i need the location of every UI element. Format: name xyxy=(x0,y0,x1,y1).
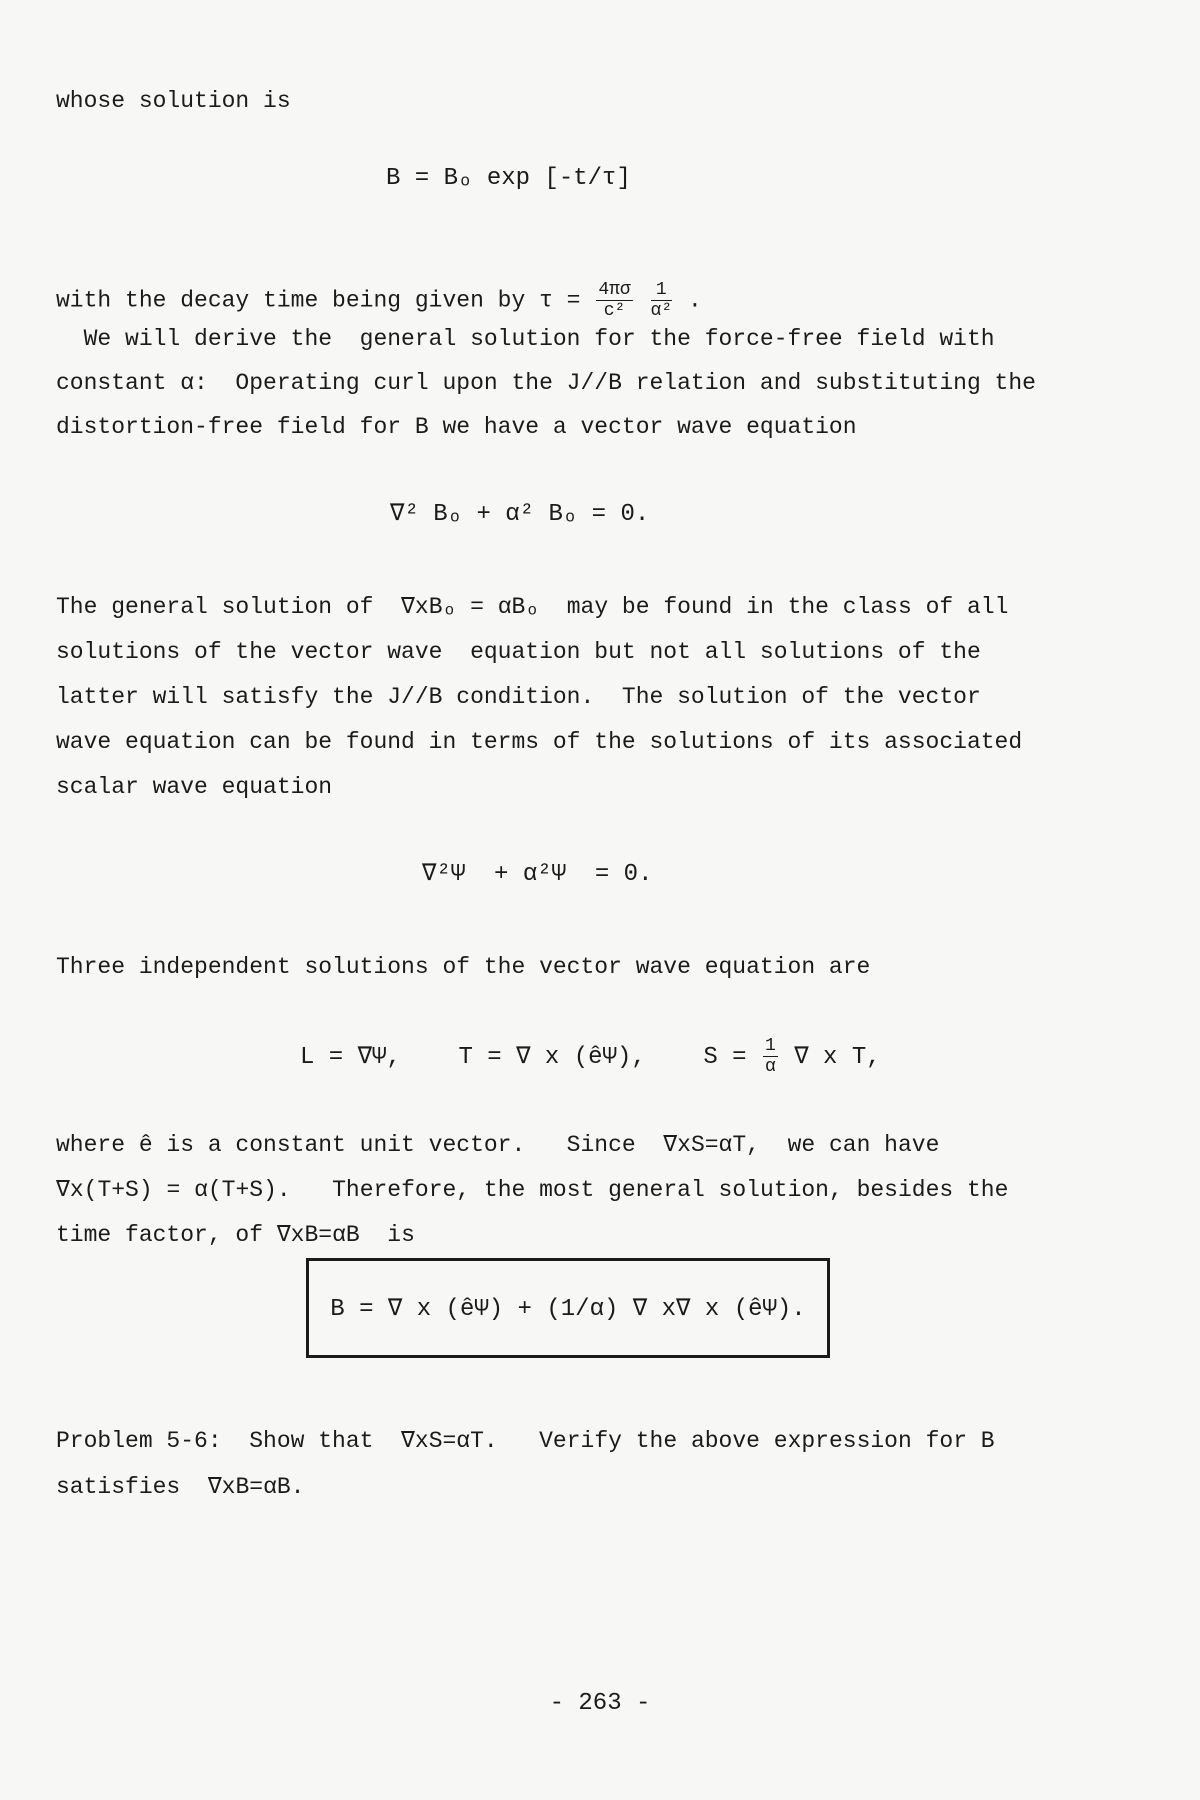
text-line: solutions of the vector wave equation but not all solutions of the xyxy=(56,639,981,665)
text-line: distortion-free field for B we have a vector wave equation xyxy=(56,414,857,440)
text-line: scalar wave equation xyxy=(56,774,333,800)
equation-three-solutions: L = ∇Ψ, T = ∇ x (êΨ), S = $\frac{1}{\alpha}$ ∇ x T, xyxy=(300,1036,881,1077)
text-line: wave equation can be found in terms of the solutions of its associated xyxy=(56,729,1023,755)
problem-text-line: satisfies ∇xB=αB. xyxy=(56,1474,305,1500)
problem-text-line: Problem 5-6: Show that ∇xS=αT. Verify the above expression for B xyxy=(56,1428,995,1454)
text-line: The general solution of ∇xBₒ = αBₒ may be found in the class of all xyxy=(56,594,1009,620)
text-line: whose solution is xyxy=(56,88,291,114)
boxed-equation: B = ∇ x (êΨ) + (1/α) ∇ x∇ x (êΨ). xyxy=(330,1296,806,1323)
equation-vector-wave: ∇² Bₒ + α² Bₒ = 0. xyxy=(390,501,650,528)
fraction-1-alpha: $\frac{1}{\alpha}$ xyxy=(764,1036,776,1077)
text-line: latter will satisfy the J//B condition. The solution of the vector xyxy=(56,684,981,710)
text-line-decay-time: with the decay time being given by τ = $\frac{4\pi\sigma}{\text{c²}}$ $\frac{1}{\text{α²}}$ . xyxy=(56,280,702,321)
text-line: ∇x(T+S) = α(T+S). Therefore, the most general solution, besides the xyxy=(56,1177,1009,1203)
page-number: - 263 - xyxy=(549,1690,651,1717)
text-line: time factor, of ∇xB=αB is xyxy=(56,1222,415,1248)
boxed-general-solution xyxy=(306,1258,830,1358)
equation-scalar-wave: ∇²Ψ + α²Ψ = 0. xyxy=(422,861,653,888)
text-line: constant α: Operating curl upon the J//B relation and substituting the xyxy=(56,370,1036,396)
text-line: where ê is a constant unit vector. Since ∇xS=αT, we can have xyxy=(56,1132,940,1158)
fraction-4pisigma-c2: $\frac{4\pi\sigma}{\text{c²}}$ xyxy=(598,280,631,321)
text-line: Three independent solutions of the vector wave equation are xyxy=(56,954,871,980)
equation-decay: B = Bₒ exp [-t/τ] xyxy=(386,165,631,192)
fraction-1-alpha2: $\frac{1}{\text{α²}}$ xyxy=(650,280,673,321)
text-line: We will derive the general solution for the force-free field with xyxy=(56,326,995,352)
